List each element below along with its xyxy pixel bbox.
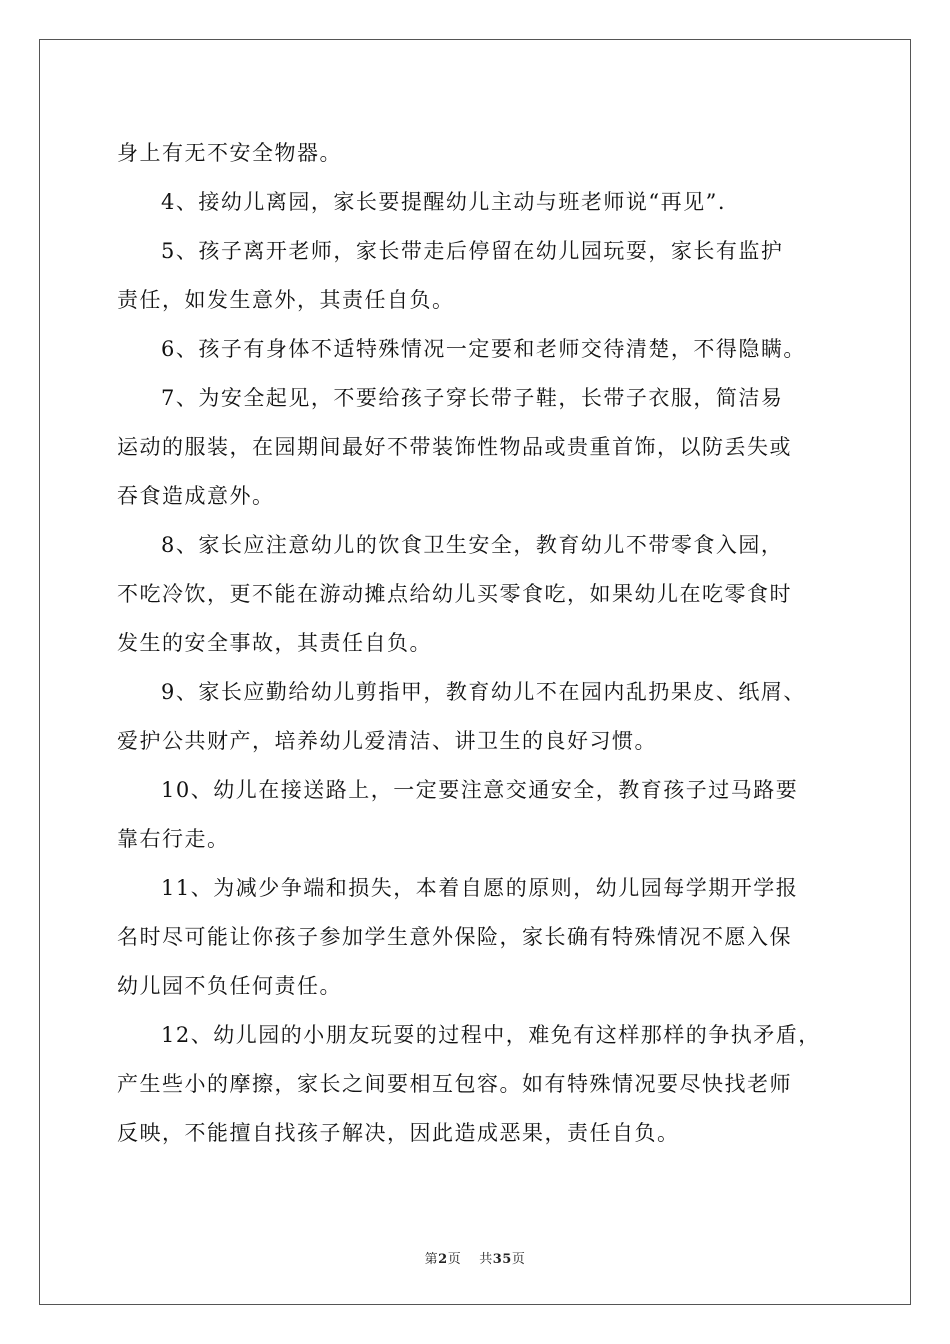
paragraph-10-line: 靠右行走。 bbox=[117, 827, 230, 851]
total-pages: 35 bbox=[492, 1252, 512, 1267]
total-prefix: 共 bbox=[479, 1252, 493, 1267]
page-number: 2 bbox=[438, 1252, 448, 1267]
paragraph-11-line: 11、为减少争端和损失，本着自愿的原则，幼儿园每学期开学报 bbox=[161, 876, 799, 900]
paragraph-4-line: 4、接幼儿离园，家长要提醒幼儿主动与班老师说“再见”. bbox=[161, 190, 727, 214]
page-prefix: 第 bbox=[424, 1252, 439, 1267]
paragraph-10-line: 10、幼儿在接送路上，一定要注意交通安全，教育孩子过马路要 bbox=[161, 778, 799, 802]
paragraph-9-line: 爱护公共财产，培养幼儿爱清洁、讲卫生的良好习惯。 bbox=[117, 729, 657, 753]
paragraph-12-line: 反映，不能擅自找孩子解决，因此造成恶果，责任自负。 bbox=[117, 1121, 680, 1145]
paragraph-7-line: 运动的服装，在园期间最好不带装饰性物品或贵重首饰，以防丢失或 bbox=[117, 435, 792, 459]
paragraph-5-line: 责任，如发生意外，其责任自负。 bbox=[117, 288, 455, 312]
paragraph-7-line: 吞食造成意外。 bbox=[117, 484, 275, 508]
paragraph-7-line: 7、为安全起见，不要给孩子穿长带子鞋，长带子衣服，简洁易 bbox=[161, 386, 784, 410]
paragraph-5-line: 5、孩子离开老师，家长带走后停留在幼儿园玩耍，家长有监护 bbox=[161, 239, 784, 263]
document-body bbox=[117, 129, 857, 1158]
paragraph-8-line: 8、家长应注意幼儿的饮食卫生安全，教育幼儿不带零食入园， bbox=[161, 533, 784, 557]
paragraph-11-line: 名时尽可能让你孩子参加学生意外保险，家长确有特殊情况不愿入保 bbox=[117, 925, 792, 949]
total-suffix: 页 bbox=[511, 1252, 526, 1267]
paragraph-8-line: 发生的安全事故，其责任自负。 bbox=[117, 631, 432, 655]
page-suffix: 页 bbox=[447, 1252, 462, 1267]
page-footer bbox=[0, 1248, 950, 1267]
paragraph-9-line: 9、家长应勤给幼儿剪指甲，教育幼儿不在园内乱扔果皮、纸屑、 bbox=[161, 680, 806, 704]
paragraph-11-line: 幼儿园不负任何责任。 bbox=[117, 974, 342, 998]
paragraph-12-line: 产生些小的摩擦，家长之间要相互包容。如有特殊情况要尽快找老师 bbox=[117, 1072, 792, 1096]
paragraph-6-line: 6、孩子有身体不适特殊情况一定要和老师交待清楚，不得隐瞒。 bbox=[161, 337, 806, 361]
paragraph-3-continuation-line: 身上有无不安全物器。 bbox=[117, 141, 342, 165]
paragraph-12-line: 12、幼儿园的小朋友玩耍的过程中，难免有这样那样的争执矛盾， bbox=[161, 1023, 821, 1047]
paragraph-8-line: 不吃冷饮，更不能在游动摊点给幼儿买零食吃，如果幼儿在吃零食时 bbox=[117, 582, 792, 606]
